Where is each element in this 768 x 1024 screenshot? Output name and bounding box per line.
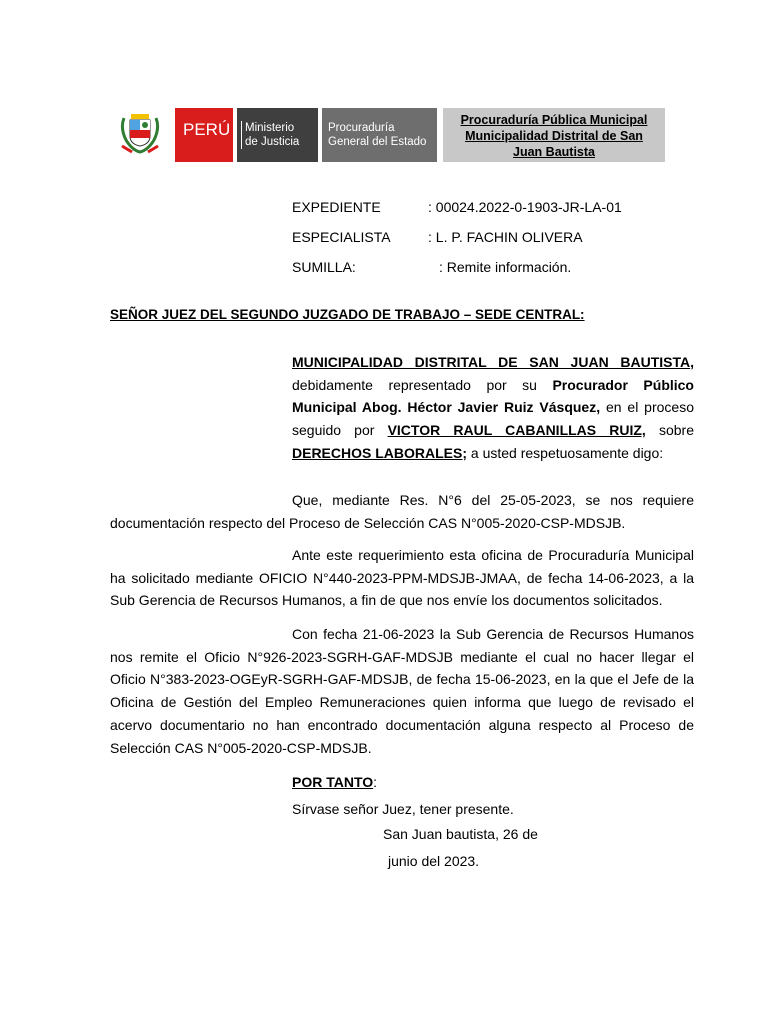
ministerio-logo-box: [237, 108, 318, 162]
expediente-label: EXPEDIENTE: [292, 199, 381, 215]
ministerio-label: Ministerio de Justicia: [241, 121, 299, 149]
sumilla-label: SUMILLA:: [292, 259, 356, 275]
office-header-line: Municipalidad Distrital de San: [465, 129, 643, 143]
body-paragraph-3: Con fecha 21-06-2023 la Sub Gerencia de Recursos Humanos nos remite el Oficio N°926-2023-SGRH-GAF-MDSJB mediante el cual no hacer llegar el Oficio N°383-2023-OGEyR-SGRH-GAF-MDSJB, de fecha 15-06-2023, en la que el Jefe de la Oficina de Gestión del Empleo Remuneraciones quien informa que luego de revisado el acervo documentario no han encontrado documentación alguna respecto al Proceso de Selección CAS N°005-2020-CSP-MDSJB.: [110, 626, 694, 756]
peru-label: PERÚ: [183, 120, 231, 139]
procuraduria-label: Procuraduría General del Estado: [328, 122, 427, 148]
entity-name: MUNICIPALIDAD DISTRITAL DE SAN JUAN BAUTISTA: [292, 354, 691, 370]
expediente-value: : 00024.2022-0-1903-JR-LA-01: [428, 199, 622, 215]
office-header-line: Procuraduría Pública Municipal: [460, 113, 648, 127]
materia: DERECHOS LABORALES;: [292, 444, 468, 461]
closing-request: Sírvase señor Juez, tener presente.: [292, 801, 514, 817]
por-tanto-heading: POR TANTO:: [292, 774, 378, 790]
intro-paragraph: MUNICIPALIDAD DISTRITAL DE SAN JUAN BAUTISTA, debidamente representado por su Procurador Público Municipal Abog. Héctor Javier Ruiz Vásquez, en el proceso seguido por VICTOR RAUL CABANILLAS RUIZ, sobre DERECHOS LABORALES; a usted respetuosamente digo:: [292, 354, 694, 461]
demandante-name: VICTOR RAUL CABANILLAS RUIZ,: [387, 422, 646, 439]
office-header-box: [443, 108, 665, 162]
especialista-label: ESPECIALISTA: [292, 229, 391, 245]
procurador-name: Procurador Público Municipal Abog. Héctor Javier Ruiz Vásquez,: [292, 376, 694, 416]
procuraduria-logo-box: [322, 108, 437, 162]
address-line: SEÑOR JUEZ DEL SEGUNDO JUZGADO DE TRABAJO – SEDE CENTRAL:: [110, 307, 585, 322]
date-line-2: junio del 2023.: [388, 853, 480, 869]
body-paragraph-2: Ante este requerimiento esta oficina de Procuraduría Municipal ha solicitado mediante OFICIO N°440-2023-PPM-MDSJB-JMAA, de fecha 14-06-2023, a la Sub Gerencia de Recursos Humanos, a fin de que nos envíe los documentos solicitados.: [110, 547, 694, 609]
sumilla-value: : Remite información.: [439, 259, 572, 275]
date-line-1: San Juan bautista, 26 de: [383, 826, 538, 842]
especialista-value: : L. P. FACHIN OLIVERA: [428, 229, 583, 245]
peru-logo-box: [175, 108, 233, 162]
body-paragraph-1: Que, mediante Res. N°6 del 25-05-2023, se nos requiere documentación respecto del Proceso de Selección CAS N°005-2020-CSP-MDSJB.: [110, 492, 694, 531]
office-header-line: Juan Bautista: [513, 145, 595, 159]
peru-coat-of-arms-icon: [118, 108, 162, 154]
